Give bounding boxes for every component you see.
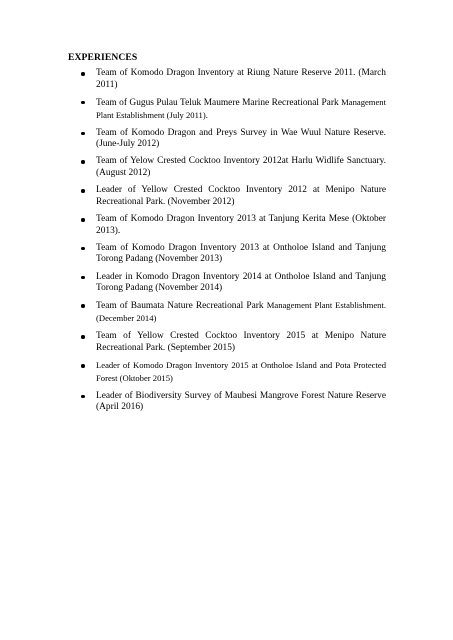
section-heading: EXPERIENCES <box>68 52 138 63</box>
bullet-icon <box>81 72 85 76</box>
list-item <box>80 128 386 151</box>
item-text: Team of Baumata Nature Recreational Park <box>96 301 267 312</box>
list-item <box>80 272 386 295</box>
bullet-icon <box>81 304 85 308</box>
item-text: Team of Yellow Crested Cocktoo Inventory 2015 at Menipo Nature Recreational Park. (September 2015) <box>96 331 386 353</box>
bullet-icon <box>81 364 85 368</box>
bullet-icon <box>81 276 85 280</box>
list-item <box>80 300 386 325</box>
item-text: Team of Komodo Dragon Inventory 2013 at Tanjung Kerita Mese (Oktober 2013). <box>96 213 386 236</box>
bullet-icon <box>81 160 85 164</box>
list-item <box>80 391 386 414</box>
list-item <box>80 68 386 91</box>
bullet-icon <box>81 395 85 399</box>
item-text: Leader of Yellow Crested Cocktoo Inventory 2012 at Menipo Nature Recreational Park. (November 2012) <box>96 185 386 207</box>
bullet-icon <box>81 247 85 251</box>
item-text: Leader in Komodo Dragon Inventory 2014 at Ontholoe Island and Tanjung Torong Padang (November 2014) <box>96 271 386 294</box>
experience-list <box>80 68 386 420</box>
list-item <box>80 156 386 179</box>
item-text-small: Management Plant Establishment. (December 2014) <box>96 300 386 324</box>
item-text: Team of Gugus Pulau Teluk Maumere Marine Recreational Park <box>96 97 342 108</box>
item-text: Team of Yelow Crested Cocktoo Inventory 2012at Harlu Widlife Sanctuary. (August 2012) <box>96 156 386 179</box>
item-text-small: Leader of Komodo Dragon Inventory 2015 at Ontholoe Island and Pota Protected Forest (Oktober 2015) <box>96 359 386 383</box>
item-text: Team of Komodo Dragon and Preys Survey in Wae Wuul Nature Reserve. (June-July 2012) <box>96 127 386 150</box>
list-item <box>80 331 386 354</box>
item-text: Team of Komodo Dragon Inventory 2013 at Ontholoe Island and Tanjung Torong Padang (November 2013) <box>96 242 386 265</box>
list-item <box>80 185 386 208</box>
list-item <box>80 360 386 385</box>
item-text: Leader of Biodiversity Survey of Maubesi Mangrove Forest Nature Reserve (April 2016) <box>96 390 386 413</box>
item-text: Team of Komodo Dragon Inventory at Riung Nature Reserve 2011. (March 2011) <box>96 68 386 90</box>
item-text-small: Management Plant Establishment (July 2011). <box>96 96 386 120</box>
bullet-icon <box>81 335 85 339</box>
list-item <box>80 214 386 237</box>
bullet-icon <box>81 132 85 136</box>
list-item <box>80 243 386 266</box>
bullet-icon <box>81 218 85 222</box>
list-item <box>80 97 386 122</box>
bullet-icon <box>81 101 85 105</box>
bullet-icon <box>81 189 85 193</box>
